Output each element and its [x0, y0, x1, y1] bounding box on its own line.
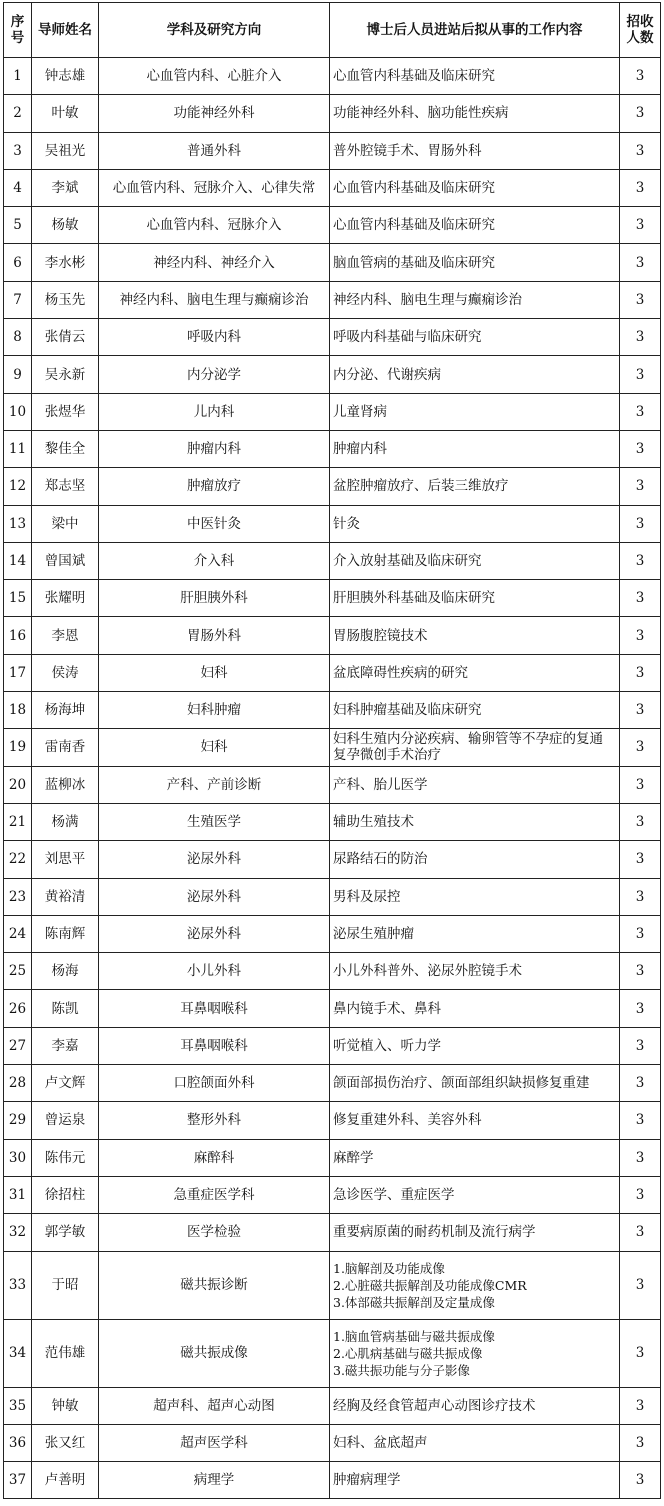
cell-subject: 医学检验	[99, 1214, 330, 1251]
cell-subject: 呼吸内科	[99, 319, 330, 356]
header-subject: 学科及研究方向	[99, 3, 330, 58]
cell-index: 29	[4, 1102, 32, 1139]
cell-advisor: 李恩	[32, 617, 99, 654]
cell-quota: 3	[620, 841, 661, 878]
cell-index: 18	[4, 692, 32, 729]
cell-subject: 超声科、超声心动图	[99, 1387, 330, 1424]
cell-index: 30	[4, 1139, 32, 1176]
cell-subject: 中医针灸	[99, 505, 330, 542]
cell-advisor: 张耀明	[32, 580, 99, 617]
cell-advisor: 卢文辉	[32, 1065, 99, 1102]
cell-subject: 妇科肿瘤	[99, 692, 330, 729]
cell-quota: 3	[620, 729, 661, 766]
cell-work: 脑血管病的基础及临床研究	[330, 244, 620, 281]
cell-work: 针灸	[330, 505, 620, 542]
table-row	[4, 1319, 661, 1387]
cell-advisor: 钟志雄	[32, 58, 99, 95]
cell-quota: 3	[620, 356, 661, 393]
cell-subject: 内分泌学	[99, 356, 330, 393]
cell-subject: 急重症医学科	[99, 1176, 330, 1213]
cell-work: 功能神经外科、脑功能性疾病	[330, 95, 620, 132]
cell-advisor: 范伟雄	[32, 1319, 99, 1387]
cell-subject: 肿瘤内科	[99, 430, 330, 467]
cell-index: 28	[4, 1065, 32, 1102]
cell-quota: 3	[620, 281, 661, 318]
cell-work: 肿瘤内科	[330, 430, 620, 467]
cell-quota: 3	[620, 132, 661, 169]
cell-work: 肿瘤病理学	[330, 1462, 620, 1499]
cell-advisor: 陈凯	[32, 990, 99, 1027]
cell-index: 14	[4, 542, 32, 579]
cell-advisor: 杨满	[32, 803, 99, 840]
cell-subject: 整形外科	[99, 1102, 330, 1139]
table-row	[4, 169, 661, 206]
table-row	[4, 1424, 661, 1461]
advisor-table	[3, 2, 661, 1499]
cell-subject: 肝胆胰外科	[99, 580, 330, 617]
cell-subject: 妇科	[99, 654, 330, 691]
cell-index: 11	[4, 430, 32, 467]
cell-quota: 3	[620, 1251, 661, 1319]
cell-work: 急诊医学、重症医学	[330, 1176, 620, 1213]
table-row	[4, 1176, 661, 1213]
cell-work: 鼻内镜手术、鼻科	[330, 990, 620, 1027]
cell-index: 32	[4, 1214, 32, 1251]
cell-index: 22	[4, 841, 32, 878]
table-row	[4, 692, 661, 729]
cell-work: 呼吸内科基础与临床研究	[330, 319, 620, 356]
cell-index: 9	[4, 356, 32, 393]
cell-quota: 3	[620, 468, 661, 505]
table-row	[4, 281, 661, 318]
table-row	[4, 878, 661, 915]
cell-subject: 功能神经外科	[99, 95, 330, 132]
cell-advisor: 张倩云	[32, 319, 99, 356]
cell-subject: 妇科	[99, 729, 330, 766]
cell-advisor: 杨玉先	[32, 281, 99, 318]
cell-work: 经胸及经食管超声心动图诊疗技术	[330, 1387, 620, 1424]
cell-advisor: 吴祖光	[32, 132, 99, 169]
table-row	[4, 915, 661, 952]
cell-quota: 3	[620, 1139, 661, 1176]
table-row	[4, 468, 661, 505]
cell-advisor: 张又红	[32, 1424, 99, 1461]
header-work: 博士后人员进站后拟从事的工作内容	[330, 3, 620, 58]
cell-index: 24	[4, 915, 32, 952]
cell-quota: 3	[620, 953, 661, 990]
header-advisor: 导师姓名	[32, 3, 99, 58]
cell-index: 13	[4, 505, 32, 542]
cell-quota: 3	[620, 803, 661, 840]
cell-subject: 心血管内科、心脏介入	[99, 58, 330, 95]
cell-work: 普外腔镜手术、胃肠外科	[330, 132, 620, 169]
table-row	[4, 1387, 661, 1424]
cell-advisor: 张煜华	[32, 393, 99, 430]
cell-advisor: 郭学敏	[32, 1214, 99, 1251]
cell-work: 尿路结石的防治	[330, 841, 620, 878]
cell-quota: 3	[620, 393, 661, 430]
cell-index: 6	[4, 244, 32, 281]
cell-quota: 3	[620, 207, 661, 244]
cell-subject: 泌尿外科	[99, 841, 330, 878]
cell-index: 19	[4, 729, 32, 766]
cell-work: 1.脑解剖及功能成像 2.心脏磁共振解剖及功能成像CMR 3.体部磁共振解剖及定量成像	[330, 1251, 620, 1319]
cell-quota: 3	[620, 692, 661, 729]
cell-subject: 超声医学科	[99, 1424, 330, 1461]
cell-work: 介入放射基础及临床研究	[330, 542, 620, 579]
cell-quota: 3	[620, 878, 661, 915]
table-row	[4, 207, 661, 244]
table-row	[4, 1065, 661, 1102]
cell-index: 31	[4, 1176, 32, 1213]
table-row	[4, 766, 661, 803]
cell-work: 心血管内科基础及临床研究	[330, 58, 620, 95]
table-row	[4, 841, 661, 878]
cell-subject: 普通外科	[99, 132, 330, 169]
cell-advisor: 杨海坤	[32, 692, 99, 729]
cell-quota: 3	[620, 169, 661, 206]
cell-index: 37	[4, 1462, 32, 1499]
cell-quota: 3	[620, 542, 661, 579]
cell-work: 胃肠腹腔镜技术	[330, 617, 620, 654]
cell-advisor: 叶敏	[32, 95, 99, 132]
cell-advisor: 黎佳全	[32, 430, 99, 467]
table-row	[4, 617, 661, 654]
cell-advisor: 蓝柳冰	[32, 766, 99, 803]
cell-subject: 心血管内科、冠脉介入	[99, 207, 330, 244]
table-row	[4, 1027, 661, 1064]
cell-work: 泌尿生殖肿瘤	[330, 915, 620, 952]
cell-quota: 3	[620, 58, 661, 95]
cell-advisor: 梁中	[32, 505, 99, 542]
cell-index: 27	[4, 1027, 32, 1064]
cell-work: 小儿外科普外、泌尿外腔镜手术	[330, 953, 620, 990]
cell-subject: 泌尿外科	[99, 878, 330, 915]
cell-index: 7	[4, 281, 32, 318]
cell-quota: 3	[620, 990, 661, 1027]
cell-work: 妇科生殖内分泌疾病、输卵管等不孕症的复通复孕微创手术治疗	[330, 729, 620, 766]
cell-advisor: 钟敏	[32, 1387, 99, 1424]
cell-work: 听觉植入、听力学	[330, 1027, 620, 1064]
cell-quota: 3	[620, 1065, 661, 1102]
cell-index: 26	[4, 990, 32, 1027]
cell-index: 25	[4, 953, 32, 990]
table-row	[4, 953, 661, 990]
cell-quota: 3	[620, 1214, 661, 1251]
cell-index: 33	[4, 1251, 32, 1319]
cell-subject: 泌尿外科	[99, 915, 330, 952]
cell-subject: 口腔颌面外科	[99, 1065, 330, 1102]
cell-quota: 3	[620, 580, 661, 617]
cell-advisor: 杨敏	[32, 207, 99, 244]
cell-advisor: 徐招柱	[32, 1176, 99, 1213]
cell-work: 妇科、盆底超声	[330, 1424, 620, 1461]
cell-work: 盆腔肿瘤放疗、后装三维放疗	[330, 468, 620, 505]
cell-work: 修复重建外科、美容外科	[330, 1102, 620, 1139]
table-row	[4, 580, 661, 617]
table-row	[4, 1462, 661, 1499]
cell-index: 17	[4, 654, 32, 691]
table-row	[4, 58, 661, 95]
cell-advisor: 陈伟元	[32, 1139, 99, 1176]
cell-advisor: 侯涛	[32, 654, 99, 691]
table-row	[4, 244, 661, 281]
cell-index: 3	[4, 132, 32, 169]
cell-subject: 磁共振诊断	[99, 1251, 330, 1319]
cell-quota: 3	[620, 95, 661, 132]
cell-quota: 3	[620, 244, 661, 281]
cell-quota: 3	[620, 1027, 661, 1064]
table-row	[4, 393, 661, 430]
table-row	[4, 803, 661, 840]
table-row	[4, 505, 661, 542]
cell-index: 12	[4, 468, 32, 505]
cell-quota: 3	[620, 1102, 661, 1139]
cell-subject: 小儿外科	[99, 953, 330, 990]
header-quota: 招收人数	[620, 3, 661, 58]
table-row	[4, 356, 661, 393]
table-row	[4, 542, 661, 579]
cell-advisor: 黄裕清	[32, 878, 99, 915]
cell-work: 妇科肿瘤基础及临床研究	[330, 692, 620, 729]
cell-subject: 神经内科、神经介入	[99, 244, 330, 281]
cell-work: 内分泌、代谢疾病	[330, 356, 620, 393]
cell-index: 20	[4, 766, 32, 803]
cell-work: 心血管内科基础及临床研究	[330, 207, 620, 244]
cell-index: 36	[4, 1424, 32, 1461]
cell-quota: 3	[620, 766, 661, 803]
table-body	[4, 58, 661, 1499]
cell-quota: 3	[620, 1387, 661, 1424]
cell-work: 儿童肾病	[330, 393, 620, 430]
cell-work: 产科、胎儿医学	[330, 766, 620, 803]
cell-advisor: 李嘉	[32, 1027, 99, 1064]
cell-index: 10	[4, 393, 32, 430]
cell-quota: 3	[620, 1462, 661, 1499]
cell-subject: 生殖医学	[99, 803, 330, 840]
cell-subject: 肿瘤放疗	[99, 468, 330, 505]
cell-index: 5	[4, 207, 32, 244]
cell-quota: 3	[620, 319, 661, 356]
cell-work: 1.脑血管病基础与磁共振成像 2.心肌病基础与磁共振成像 3.磁共振功能与分子影像	[330, 1319, 620, 1387]
cell-subject: 介入科	[99, 542, 330, 579]
cell-advisor: 郑志坚	[32, 468, 99, 505]
cell-advisor: 杨海	[32, 953, 99, 990]
cell-subject: 耳鼻咽喉科	[99, 1027, 330, 1064]
cell-advisor: 陈南辉	[32, 915, 99, 952]
cell-quota: 3	[620, 1176, 661, 1213]
cell-advisor: 刘思平	[32, 841, 99, 878]
header-index: 序号	[4, 3, 32, 58]
table-row	[4, 1139, 661, 1176]
table-row	[4, 729, 661, 766]
cell-subject: 儿内科	[99, 393, 330, 430]
cell-index: 21	[4, 803, 32, 840]
cell-quota: 3	[620, 430, 661, 467]
cell-quota: 3	[620, 1424, 661, 1461]
cell-subject: 心血管内科、冠脉介入、心律失常	[99, 169, 330, 206]
cell-subject: 麻醉科	[99, 1139, 330, 1176]
cell-index: 15	[4, 580, 32, 617]
cell-subject: 磁共振成像	[99, 1319, 330, 1387]
cell-index: 4	[4, 169, 32, 206]
cell-index: 23	[4, 878, 32, 915]
cell-work: 肝胆胰外科基础及临床研究	[330, 580, 620, 617]
cell-work: 辅助生殖技术	[330, 803, 620, 840]
cell-advisor: 吴永新	[32, 356, 99, 393]
cell-quota: 3	[620, 915, 661, 952]
cell-work: 重要病原菌的耐药机制及流行病学	[330, 1214, 620, 1251]
cell-work: 颌面部损伤治疗、颌面部组织缺损修复重建	[330, 1065, 620, 1102]
cell-subject: 病理学	[99, 1462, 330, 1499]
table-row	[4, 132, 661, 169]
cell-quota: 3	[620, 1319, 661, 1387]
cell-advisor: 李水彬	[32, 244, 99, 281]
table-row	[4, 990, 661, 1027]
header-row	[4, 3, 661, 58]
table-row	[4, 654, 661, 691]
cell-index: 34	[4, 1319, 32, 1387]
cell-subject: 神经内科、脑电生理与癫痫诊治	[99, 281, 330, 318]
cell-quota: 3	[620, 617, 661, 654]
cell-advisor: 卢善明	[32, 1462, 99, 1499]
table-row	[4, 319, 661, 356]
cell-index: 16	[4, 617, 32, 654]
cell-advisor: 曾国斌	[32, 542, 99, 579]
cell-index: 2	[4, 95, 32, 132]
cell-work: 心血管内科基础及临床研究	[330, 169, 620, 206]
cell-index: 8	[4, 319, 32, 356]
cell-work: 神经内科、脑电生理与癫痫诊治	[330, 281, 620, 318]
cell-subject: 产科、产前诊断	[99, 766, 330, 803]
cell-work: 盆底障碍性疾病的研究	[330, 654, 620, 691]
cell-subject: 耳鼻咽喉科	[99, 990, 330, 1027]
table-row	[4, 1251, 661, 1319]
cell-advisor: 李斌	[32, 169, 99, 206]
cell-index: 1	[4, 58, 32, 95]
table-row	[4, 430, 661, 467]
cell-quota: 3	[620, 505, 661, 542]
cell-quota: 3	[620, 654, 661, 691]
cell-work: 麻醉学	[330, 1139, 620, 1176]
cell-work: 男科及尿控	[330, 878, 620, 915]
cell-advisor: 曾运泉	[32, 1102, 99, 1139]
cell-advisor: 于昭	[32, 1251, 99, 1319]
table-row	[4, 95, 661, 132]
table-row	[4, 1214, 661, 1251]
cell-advisor: 雷南香	[32, 729, 99, 766]
cell-index: 35	[4, 1387, 32, 1424]
table-row	[4, 1102, 661, 1139]
cell-subject: 胃肠外科	[99, 617, 330, 654]
